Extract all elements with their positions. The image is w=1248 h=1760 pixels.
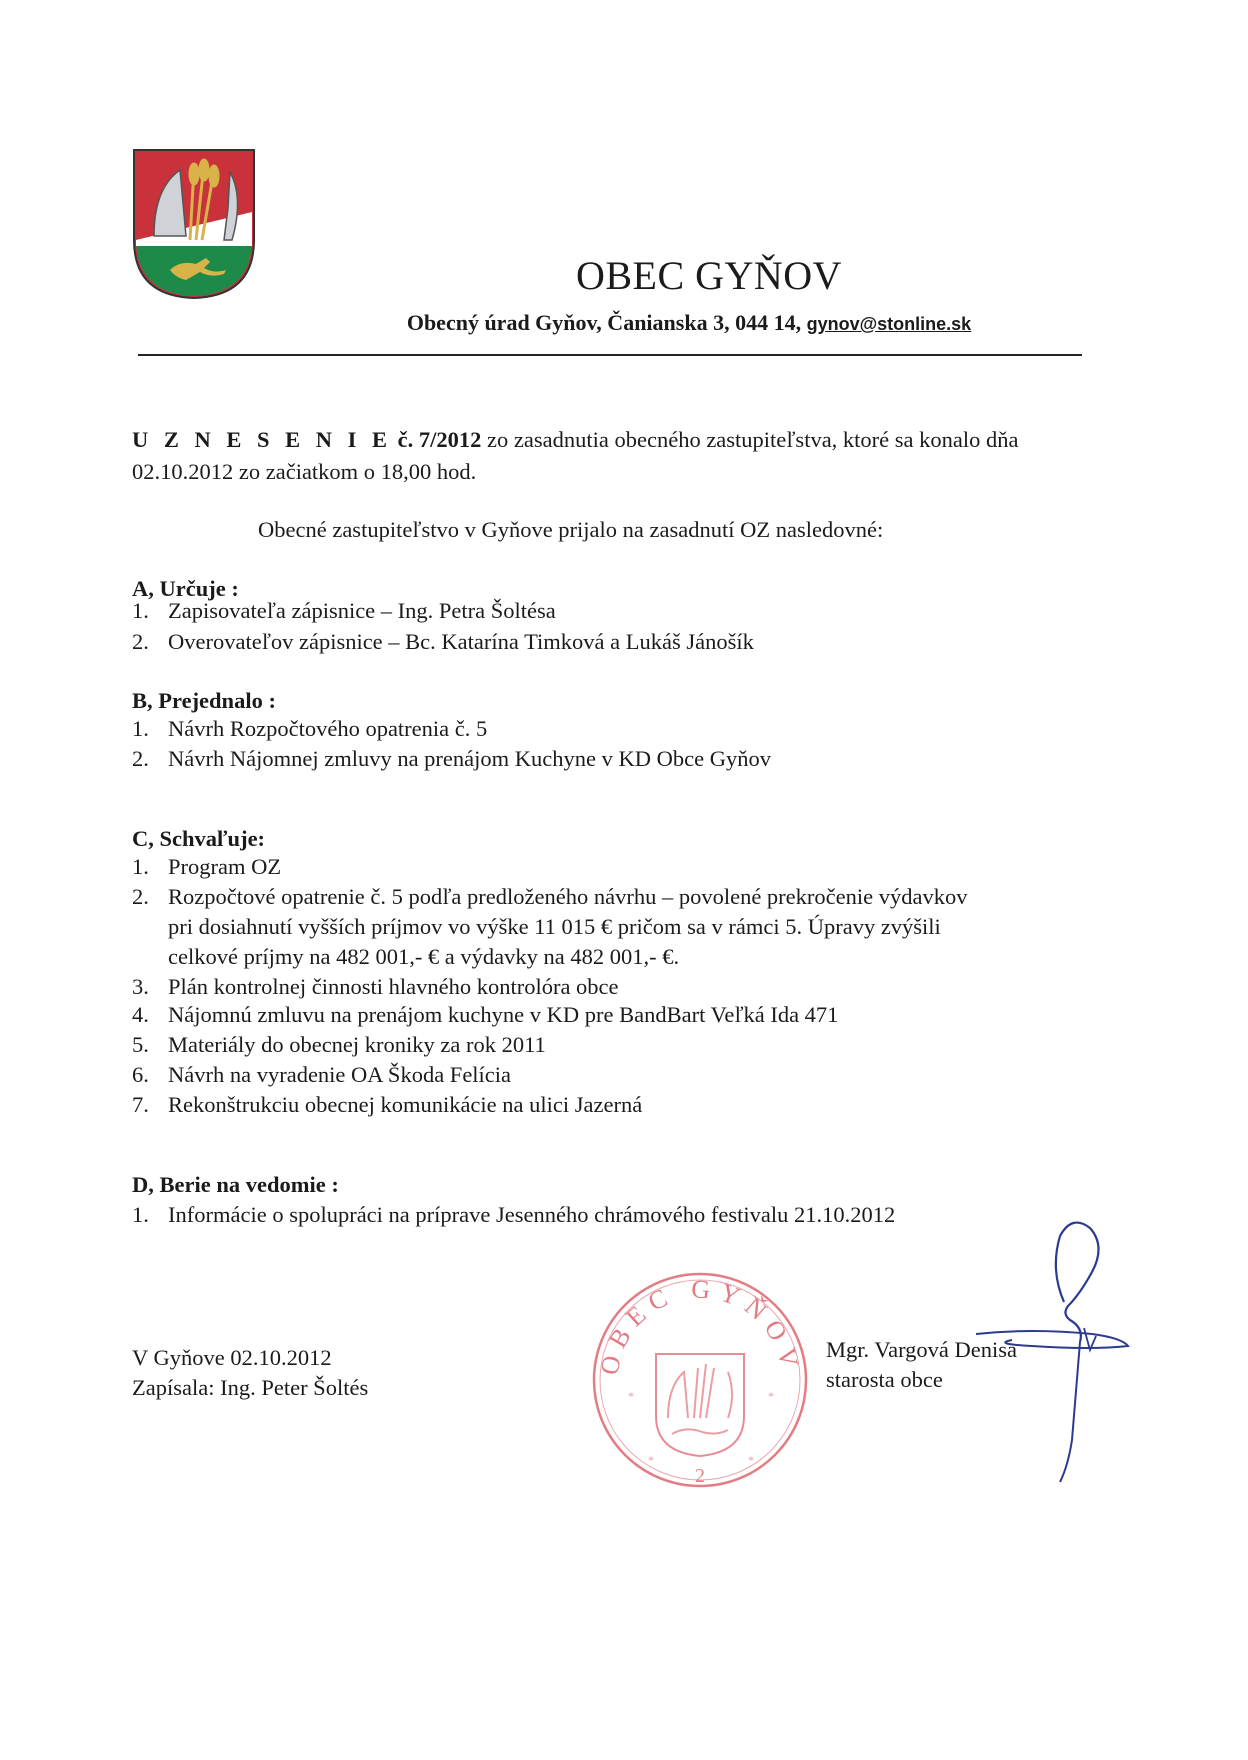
mayor-name: Mgr. Vargová Denisa (826, 1337, 1018, 1362)
list-item (132, 852, 281, 882)
list-text: Rekonštrukciu obecnej komunikácie na ulici Jazerná (168, 1092, 643, 1117)
list-text: pri dosiahnutí vyšších príjmov vo výške 11 015 € pričom sa v rámci 5. Úpravy zvýšili (168, 914, 941, 939)
list-item (132, 744, 771, 774)
list-number: 3. (132, 974, 149, 999)
list-number: 1. (132, 598, 149, 623)
stamp-number: 2 (695, 1465, 705, 1487)
list-item (132, 627, 754, 657)
svg-text:*: * (768, 1389, 774, 1403)
list-number: 7. (132, 1092, 149, 1117)
list-item (132, 1030, 546, 1060)
section-d-heading: D, Berie na vedomie : (132, 1172, 339, 1197)
list-text: Materiály do obecnej kroniky za rok 2011 (168, 1032, 546, 1057)
list-text: Návrh Rozpočtového opatrenia č. 5 (168, 716, 488, 741)
list-number: 2. (132, 746, 149, 771)
page-title: OBEC GYŇOV (575, 253, 843, 298)
resolution-line-1 (132, 424, 1019, 455)
place-date: V Gyňove 02.10.2012 (132, 1345, 332, 1370)
list-text: Nájomnú zmluvu na prenájom kuchyne v KD pre BandBart Veľká Ida 471 (168, 1002, 839, 1027)
list-number: 6. (132, 1062, 149, 1087)
list-item (132, 972, 619, 1002)
list-text: Návrh Nájomnej zmluvy na prenájom Kuchyne v KD Obce Gyňov (168, 746, 771, 771)
list-text: Rozpočtové opatrenie č. 5 podľa predloženého návrhu – povolené prekročenie výdavkov (168, 884, 968, 909)
address-text: Obecný úrad Gyňov, Čanianska 3, 044 14, (406, 310, 802, 335)
section-c-heading: C, Schvaľuje: (132, 826, 266, 851)
official-stamp (588, 1268, 812, 1492)
section-b-heading: B, Prejednalo : (132, 688, 276, 713)
svg-text:*: * (648, 1453, 654, 1467)
list-number: 1. (132, 854, 149, 879)
list-text: Zapisovateľa zápisnice – Ing. Petra Šoltésa (168, 598, 556, 623)
mayor-title: starosta obce (826, 1367, 943, 1392)
list-item (132, 596, 556, 626)
list-text: celkové príjmy na 482 001,- € a výdavky na 482 001,- €. (168, 944, 680, 969)
svg-text:OBEC GYŇOV (595, 1274, 806, 1377)
list-number: 1. (132, 716, 149, 741)
list-number: 2. (132, 629, 149, 654)
list-text: Návrh na vyradenie OA Škoda Felícia (168, 1062, 512, 1087)
resolution-description: zo zasadnutia obecného zastupiteľstva, ktoré sa konalo dňa (487, 427, 1019, 452)
list-text: Overovateľov zápisnice – Bc. Katarína Timková a Lukáš Jánošík (168, 629, 754, 654)
signature (972, 1210, 1140, 1490)
section-a-heading: A, Určuje : (132, 576, 239, 601)
svg-text:*: * (748, 1453, 754, 1467)
resolution-label: U Z N E S E N I E (132, 427, 393, 452)
list-text: Informácie o spolupráci na príprave Jesenného chrámového festivalu 21.10.2012 (168, 1202, 896, 1227)
header-divider (138, 354, 1082, 356)
list-item (132, 882, 967, 972)
list-number: 1. (132, 1202, 149, 1227)
list-item (132, 1000, 838, 1030)
stamp-text: OBEC GYŇOV (594, 1274, 806, 1378)
office-address (0, 310, 1248, 336)
list-item (132, 1090, 642, 1120)
list-item (132, 1060, 511, 1090)
list-number: 2. (132, 884, 149, 909)
svg-text:*: * (628, 1389, 634, 1403)
resolution-line-2: 02.10.2012 zo začiatkom o 18,00 hod. (132, 459, 477, 484)
resolution-number: č. 7/2012 (397, 427, 482, 452)
list-text: Plán kontrolnej činnosti hlavného kontrolóra obce (168, 974, 619, 999)
list-item (132, 714, 487, 744)
recorder: Zapísala: Ing. Peter Šoltés (132, 1375, 369, 1400)
list-text: Program OZ (168, 854, 282, 879)
email-link[interactable]: gynov@stonline.sk (806, 314, 972, 334)
list-item (132, 1200, 895, 1230)
list-number: 4. (132, 1002, 149, 1027)
list-number: 5. (132, 1032, 149, 1057)
resolution-intro: Obecné zastupiteľstvo v Gyňove prijalo na zasadnutí OZ nasledovné: (258, 517, 884, 542)
